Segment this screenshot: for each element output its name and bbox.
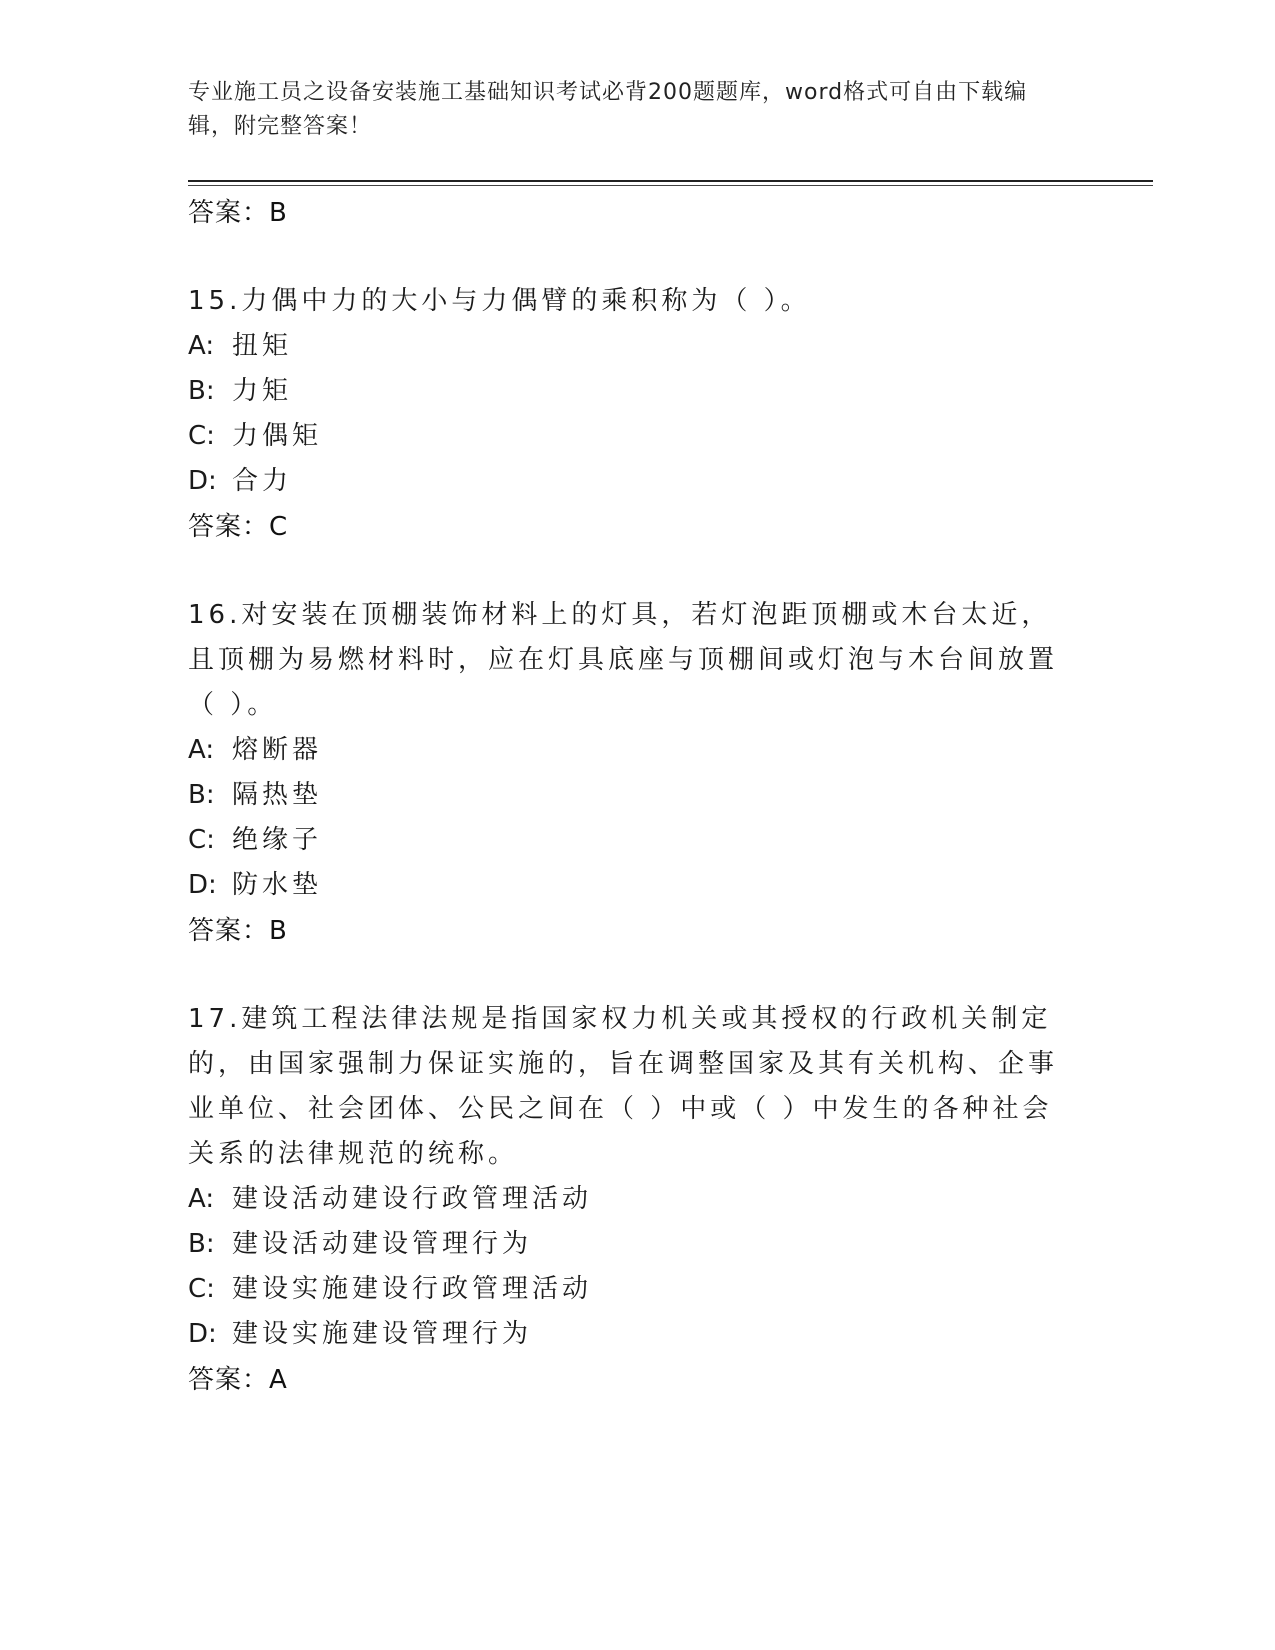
option-key: C:	[188, 1274, 215, 1304]
answer-line	[188, 1357, 1068, 1403]
option-text: 熔断器	[232, 735, 323, 765]
answer-value: B	[269, 916, 288, 946]
option-c	[188, 818, 1068, 863]
option-a	[188, 728, 1068, 773]
option-key: C:	[188, 825, 215, 855]
option-a	[188, 1177, 1068, 1222]
option-key: C:	[188, 421, 215, 451]
option-d	[188, 459, 1068, 504]
option-key: B:	[188, 1229, 215, 1259]
option-text: 合力	[232, 466, 293, 496]
question-text: 17.建筑工程法律法规是指国家权力机关或其授权的行政机关制定的，由国家强制力保证实施的，旨在调整国家及其有关机构、企事业单位、社会团体、公民之间在（ ）中或（ ）中发生的各种社会关系的法律规范的统称。	[188, 1004, 1059, 1169]
option-b	[188, 369, 1068, 414]
answer-value: A	[269, 1365, 288, 1395]
option-text: 建设活动建设管理行为	[232, 1229, 533, 1259]
option-key: A:	[188, 331, 215, 361]
answer-label: 答案：	[188, 512, 270, 542]
header-divider-thin	[188, 185, 1153, 186]
option-key: A:	[188, 1184, 215, 1214]
option-key: A:	[188, 735, 215, 765]
option-text: 建设实施建设行政管理活动	[232, 1274, 593, 1304]
option-text: 绝缘子	[232, 825, 323, 855]
answer-line	[188, 908, 1068, 954]
question-text: 15.力偶中力的大小与力偶臂的乘积称为（ ）。	[188, 286, 811, 316]
document-body	[188, 190, 1068, 1403]
option-key: D:	[188, 466, 217, 496]
option-text: 防水垫	[232, 870, 323, 900]
question-block	[188, 279, 1068, 550]
header-divider	[188, 180, 1153, 182]
option-key: B:	[188, 376, 215, 406]
answer-line	[188, 190, 1068, 236]
option-key: D:	[188, 1319, 217, 1349]
option-c	[188, 1267, 1068, 1312]
question-block	[188, 997, 1068, 1403]
answer-label: 答案：	[188, 198, 270, 228]
option-c	[188, 414, 1068, 459]
answer-value: B	[269, 198, 288, 228]
option-text: 力矩	[232, 376, 293, 406]
answer-label: 答案：	[188, 1365, 270, 1395]
option-text: 隔热垫	[232, 780, 323, 810]
option-a	[188, 324, 1068, 369]
document-header: 专业施工员之设备安装施工基础知识考试必背200题题库，word格式可自由下载编辑，附完整答案！	[188, 80, 1028, 139]
question-text: 16.对安装在顶棚装饰材料上的灯具，若灯泡距顶棚或木台太近，且顶棚为易燃材料时，应在灯具底座与顶棚间或灯泡与木台间放置（ ）。	[188, 600, 1059, 720]
option-d	[188, 863, 1068, 908]
option-key: D:	[188, 870, 217, 900]
option-b	[188, 1222, 1068, 1267]
answer-label: 答案：	[188, 916, 270, 946]
option-b	[188, 773, 1068, 818]
option-d	[188, 1312, 1068, 1357]
answer-value: C	[269, 512, 289, 542]
option-text: 力偶矩	[232, 421, 323, 451]
answer-line	[188, 504, 1068, 550]
option-key: B:	[188, 780, 215, 810]
question-block	[188, 593, 1068, 954]
option-text: 建设实施建设管理行为	[232, 1319, 533, 1349]
option-text: 建设活动建设行政管理活动	[232, 1184, 593, 1214]
option-text: 扭矩	[232, 331, 293, 361]
